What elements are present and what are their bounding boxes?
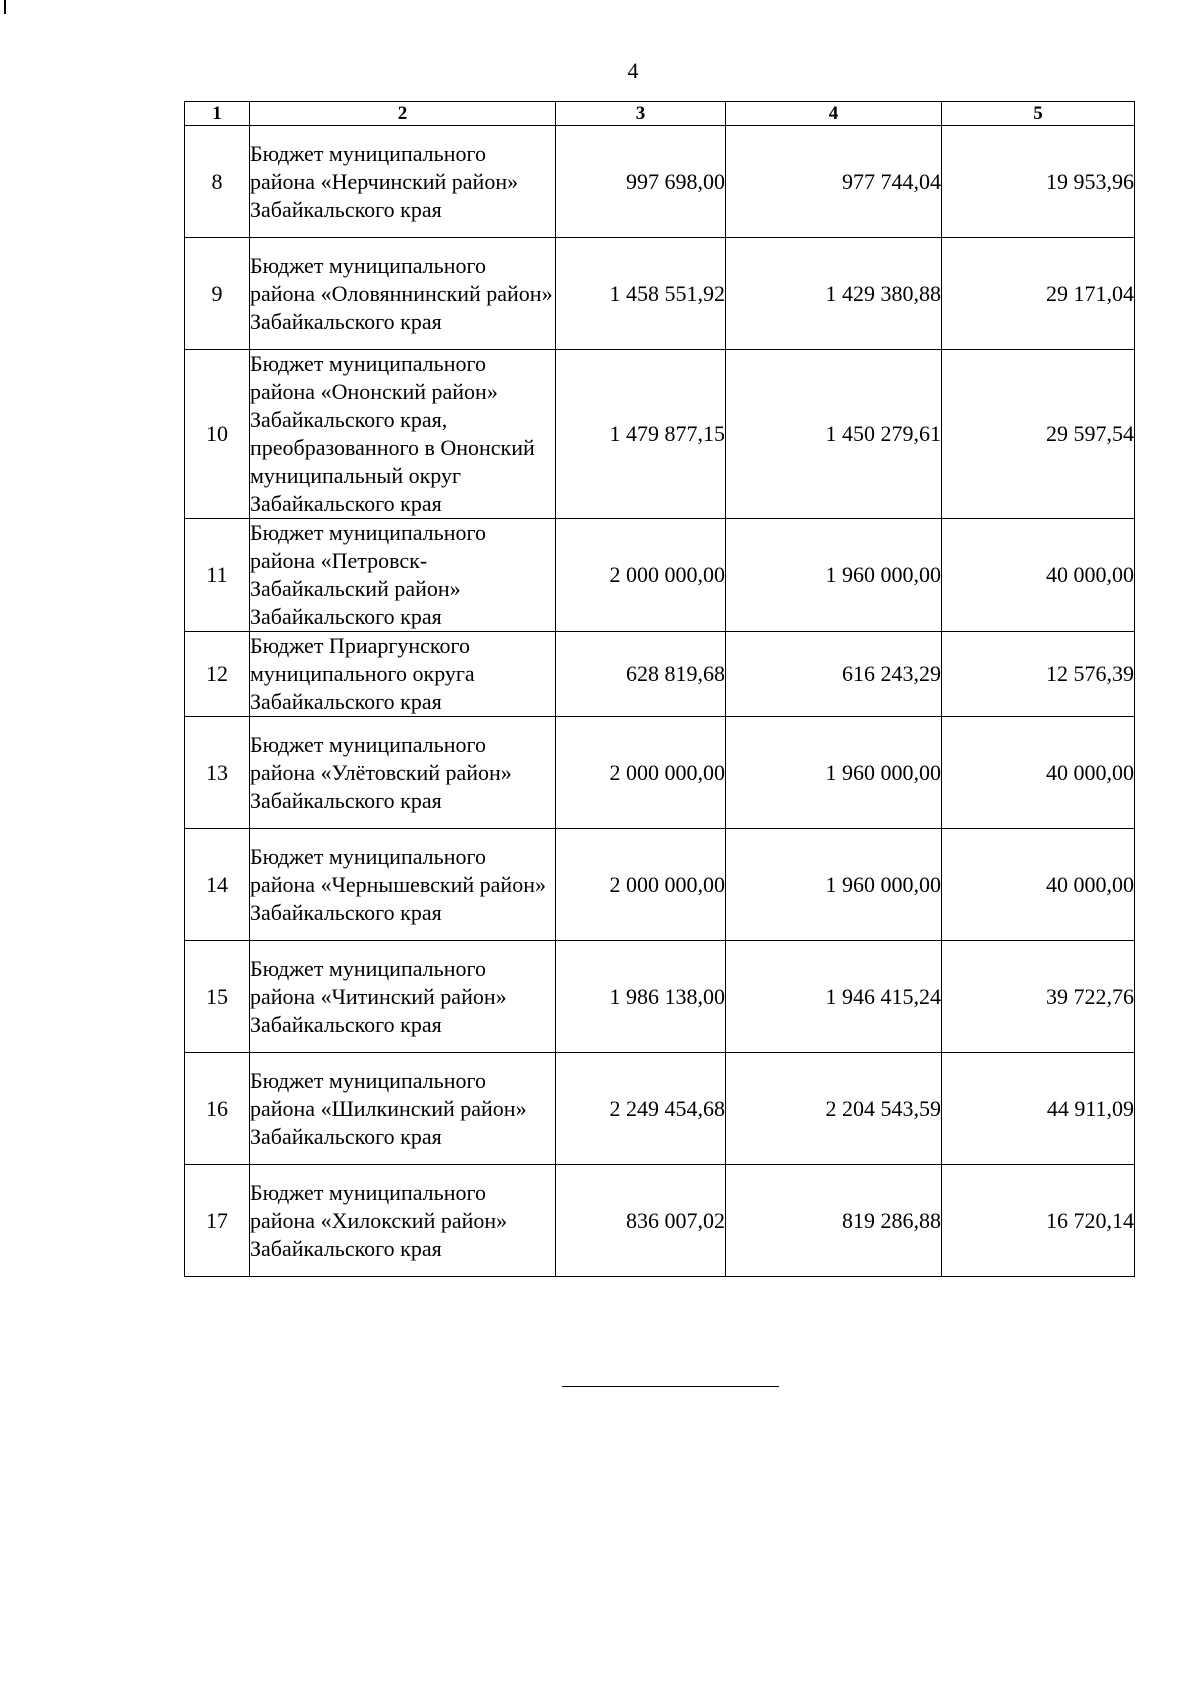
amount-col-4: 1 960 000,00 xyxy=(726,519,942,632)
amount-col-4: 819 286,88 xyxy=(726,1165,942,1277)
amount-col-4: 1 429 380,88 xyxy=(726,238,942,350)
header-col-3: 3 xyxy=(556,102,726,126)
header-col-1: 1 xyxy=(185,102,250,126)
table-row xyxy=(185,941,1135,1053)
page-number: 4 xyxy=(627,58,639,83)
amount-col-4: 1 450 279,61 xyxy=(726,350,942,519)
amount-col-3: 2 249 454,68 xyxy=(556,1053,726,1165)
budget-name: Бюджет муниципального района «Нерчинский район» Забайкальского края xyxy=(250,126,556,238)
table-row xyxy=(185,126,1135,238)
row-number: 15 xyxy=(185,941,250,1053)
budget-name: Бюджет муниципального района «Ононский район» Забайкальского края, преобразованного в Ононский муниципальный округ Забайкальского края xyxy=(250,350,556,519)
amount-col-4: 2 204 543,59 xyxy=(726,1053,942,1165)
amount-col-4: 1 946 415,24 xyxy=(726,941,942,1053)
budget-name: Бюджет муниципального района «Читинский район» Забайкальского края xyxy=(250,941,556,1053)
table-row xyxy=(185,717,1135,829)
amount-col-5: 40 000,00 xyxy=(942,717,1135,829)
amount-col-5: 19 953,96 xyxy=(942,126,1135,238)
row-number: 12 xyxy=(185,632,250,717)
header-col-2: 2 xyxy=(250,102,556,126)
row-number: 16 xyxy=(185,1053,250,1165)
row-number: 8 xyxy=(185,126,250,238)
amount-col-5: 40 000,00 xyxy=(942,519,1135,632)
amount-col-3: 2 000 000,00 xyxy=(556,717,726,829)
amount-col-4: 1 960 000,00 xyxy=(726,717,942,829)
budget-name: Бюджет муниципального района «Хилокский район» Забайкальского края xyxy=(250,1165,556,1277)
amount-col-3: 628 819,68 xyxy=(556,632,726,717)
amount-col-3: 836 007,02 xyxy=(556,1165,726,1277)
amount-col-5: 44 911,09 xyxy=(942,1053,1135,1165)
amount-col-4: 977 744,04 xyxy=(726,126,942,238)
budget-name: Бюджет муниципального района «Улётовский район» Забайкальского края xyxy=(250,717,556,829)
amount-col-3: 997 698,00 xyxy=(556,126,726,238)
budget-name: Бюджет муниципального района «Чернышевский район» Забайкальского края xyxy=(250,829,556,941)
amount-col-3: 2 000 000,00 xyxy=(556,519,726,632)
row-number: 9 xyxy=(185,238,250,350)
row-number: 17 xyxy=(185,1165,250,1277)
table-row xyxy=(185,238,1135,350)
amount-col-5: 39 722,76 xyxy=(942,941,1135,1053)
amount-col-5: 12 576,39 xyxy=(942,632,1135,717)
amount-col-5: 40 000,00 xyxy=(942,829,1135,941)
budget-name: Бюджет Приаргунского муниципального округа Забайкальского края xyxy=(250,632,556,717)
amount-col-3: 1 458 551,92 xyxy=(556,238,726,350)
budget-name: Бюджет муниципального района «Шилкинский район» Забайкальского края xyxy=(250,1053,556,1165)
row-number: 10 xyxy=(185,350,250,519)
amount-col-4: 1 960 000,00 xyxy=(726,829,942,941)
budget-table xyxy=(184,101,1135,1277)
amount-col-3: 1 986 138,00 xyxy=(556,941,726,1053)
row-number: 11 xyxy=(185,519,250,632)
amount-col-5: 29 597,54 xyxy=(942,350,1135,519)
amount-col-4: 616 243,29 xyxy=(726,632,942,717)
row-number: 13 xyxy=(185,717,250,829)
amount-col-5: 29 171,04 xyxy=(942,238,1135,350)
header-col-5: 5 xyxy=(942,102,1135,126)
table-row xyxy=(185,519,1135,632)
amount-col-3: 1 479 877,15 xyxy=(556,350,726,519)
amount-col-3: 2 000 000,00 xyxy=(556,829,726,941)
row-number: 14 xyxy=(185,829,250,941)
scan-corner-mark xyxy=(4,0,6,14)
table-row xyxy=(185,350,1135,519)
table-row xyxy=(185,1053,1135,1165)
header-col-4: 4 xyxy=(726,102,942,126)
table-row xyxy=(185,1165,1135,1277)
budget-name: Бюджет муниципального района «Петровск-Забайкальский район» Забайкальского края xyxy=(250,519,556,632)
table-header-row xyxy=(185,102,1135,126)
budget-name: Бюджет муниципального района «Оловяннинский район» Забайкальского края xyxy=(250,238,556,350)
end-divider-line xyxy=(562,1386,779,1387)
table-row xyxy=(185,829,1135,941)
table-row xyxy=(185,632,1135,717)
amount-col-5: 16 720,14 xyxy=(942,1165,1135,1277)
